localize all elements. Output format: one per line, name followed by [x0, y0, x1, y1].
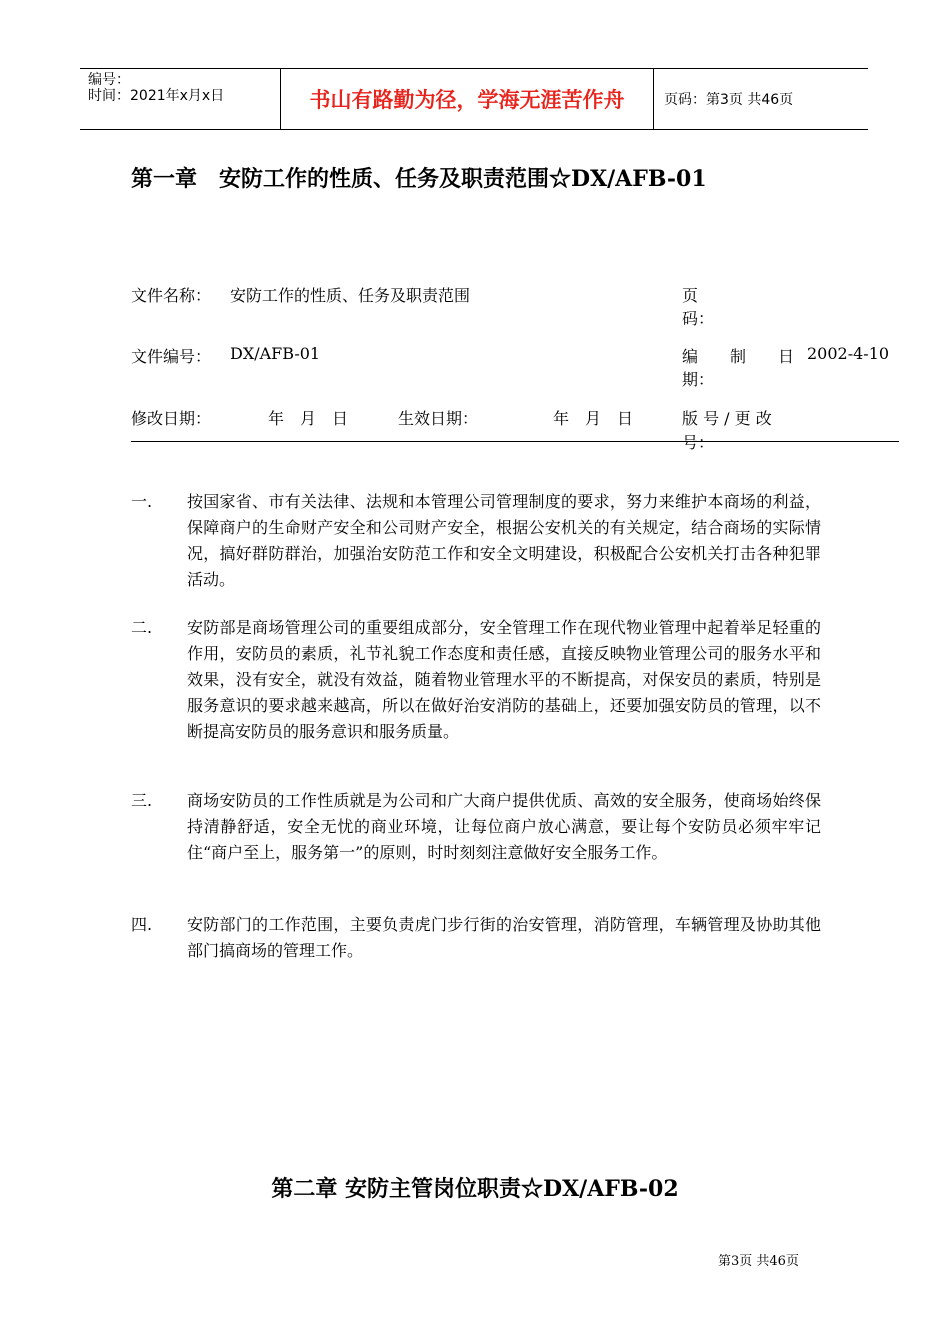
- revise-date-value: 年 月 日: [268, 409, 349, 428]
- list-item-number: 二.: [131, 618, 153, 637]
- page-label-line2: 码：: [682, 309, 715, 328]
- meta-divider: [131, 441, 899, 442]
- effective-date-value: 年 月 日: [553, 409, 634, 428]
- header-info-cell: [80, 69, 281, 129]
- revise-date-label: 修改日期：: [131, 409, 212, 428]
- file-name-value: 安防工作的性质、任务及职责范围: [230, 286, 471, 305]
- effective-date-label: 生效日期：: [398, 409, 479, 428]
- file-no-label: 文件编号：: [131, 347, 212, 366]
- header-motto: 书山有路勤为径，学海无涯苦作舟: [281, 69, 654, 129]
- compile-date-label-line2: 期：: [682, 370, 715, 389]
- list-item-number: 一.: [131, 492, 153, 511]
- chapter2-title: 第二章 安防主管岗位职责☆DX/AFB-02: [271, 1176, 679, 1202]
- header-time: 时间：2021年x月x日: [88, 88, 225, 104]
- file-no-value: DX/AFB-01: [230, 344, 321, 363]
- list-item-number: 四.: [131, 915, 153, 934]
- header-page-info: 页码：第3页 共46页: [664, 92, 794, 108]
- page-label-line1: 页: [682, 286, 699, 305]
- compile-date-value: 2002-4-10: [807, 344, 890, 363]
- page-header: [80, 68, 868, 130]
- version-label-line2: 号：: [682, 433, 715, 452]
- list-item-text: 商场安防员的工作性质就是为公司和广大商户提供优质、高效的安全服务，使商场始终保持清静舒适，安全无忧的商业环境，让每位商户放心满意，要让每个安防员必须牢牢记住“商户至上，服务第一”的原则，时时刻刻注意做好安全服务工作。: [187, 791, 821, 862]
- compile-date-label-line1: 编 制 日: [682, 347, 795, 366]
- list-item-text: 按国家省、市有关法律、法规和本管理公司管理制度的要求，努力来维护本商场的利益，保障商户的生命财产安全和公司财产安全，根据公安机关的有关规定，结合商场的实际情况，搞好群防群治，加强治安防范工作和安全文明建设，积极配合公安机关打击各种犯罪活动。: [187, 492, 821, 589]
- page-footer: 第3页 共46页: [718, 1254, 799, 1269]
- header-code-label: 编号：: [88, 72, 130, 88]
- list-item-text: 安防部门的工作范围，主要负责虎门步行街的治安管理，消防管理，车辆管理及协助其他部门搞商场的管理工作。: [187, 915, 821, 960]
- file-name-label: 文件名称：: [131, 286, 212, 305]
- version-label-line1: 版 号 / 更 改: [682, 409, 772, 428]
- list-item-text: 安防部是商场管理公司的重要组成部分，安全管理工作在现代物业管理中起着举足轻重的作用，安防员的素质，礼节礼貌工作态度和责任感，直接反映物业管理公司的服务水平和效果，没有安全，就没有效益，随着物业管理水平的不断提高，对保安员的素质，特别是服务意识的要求越来越高，所以在做好治安消防的基础上，还要加强安防员的管理，以不断提高安防员的服务意识和服务质量。: [187, 618, 821, 741]
- chapter1-title: 第一章 安防工作的性质、任务及职责范围☆DX/AFB-01: [131, 166, 707, 192]
- list-item-number: 三.: [131, 791, 153, 810]
